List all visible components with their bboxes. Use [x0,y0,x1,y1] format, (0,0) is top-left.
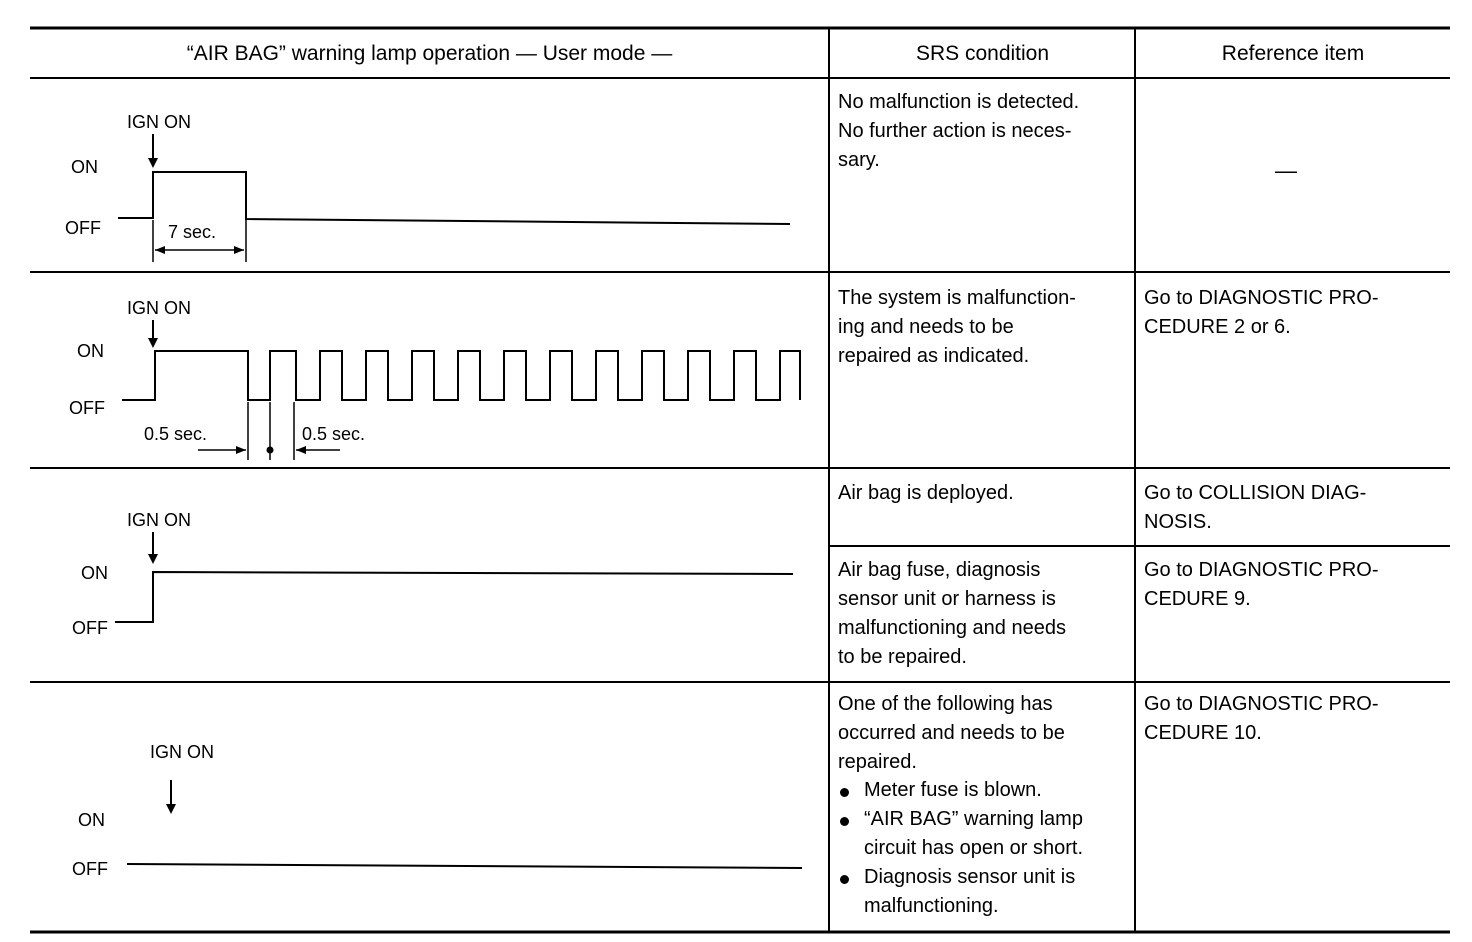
lamp-signal-line [118,172,790,224]
off-label: OFF [72,859,108,879]
arrow-down-icon [148,554,158,564]
ign-on-label: IGN ON [127,298,192,318]
on-duration-label: 0.5 sec. [302,424,366,444]
junction-dot-icon [267,447,274,454]
on-label: ON [71,157,98,177]
ign-on-label: IGN ON [127,112,192,132]
on-label: ON [77,341,104,361]
lamp-signal-line [115,572,793,622]
ign-on-label: IGN ON [150,742,215,762]
reference-row5: Go to DIAGNOSTIC PRO- CEDURE 10. [1144,693,1379,744]
arrow-left-icon [296,446,306,454]
arrow-right-icon [236,446,246,454]
arrow-left-icon [155,246,165,254]
arrow-down-icon [166,804,176,814]
on-label: ON [81,563,108,583]
srs-condition-row2: The system is malfunction- ing and needs to be repaired as indicated. [838,287,1076,367]
bullet-item: “AIR BAG” warning lamp circuit has open or short. [864,808,1083,859]
reference-row3: Go to COLLISION DIAG- NOSIS. [1144,482,1367,533]
waveform-row3 [0,470,829,680]
waveform-row2 [0,274,829,466]
lamp-signal-line [122,351,800,400]
srs-condition-row3: Air bag is deployed. [838,482,1014,504]
bullet-icon [840,788,849,797]
off-duration-label: 0.5 sec. [144,424,208,444]
header-srs-condition: SRS condition [915,42,1050,65]
reference-row1: — [1275,158,1297,183]
header-reference-item: Reference item [1221,42,1365,65]
bullet-item: Meter fuse is blown. [864,779,1042,801]
header-lamp-operation: “AIR BAG” warning lamp operation — User mode — [186,42,673,65]
srs-condition-row5: One of the following has occurred and needs to be repaired. [838,693,1065,773]
arrow-down-icon [148,158,158,168]
arrow-right-icon [234,246,244,254]
arrow-down-icon [148,338,158,348]
off-label: OFF [69,398,105,418]
bullet-item: Diagnosis sensor unit is malfunctioning. [864,866,1076,917]
lamp-signal-line [127,864,802,868]
duration-label: 7 sec. [168,222,217,242]
reference-row4: Go to DIAGNOSTIC PRO- CEDURE 9. [1144,559,1379,610]
bullet-icon [840,875,849,884]
waveform-row5 [0,684,829,930]
off-label: OFF [65,218,101,238]
srs-condition-row4: Air bag fuse, diagnosis sensor unit or harness is malfunctioning and needs to be repaired. [838,559,1066,668]
reference-row2: Go to DIAGNOSTIC PRO- CEDURE 2 or 6. [1144,287,1379,338]
waveform-row1 [0,80,829,270]
bullet-icon [840,817,849,826]
srs-condition-row1: No malfunction is detected. No further action is neces- sary. [838,91,1080,171]
ign-on-label: IGN ON [127,510,192,530]
on-label: ON [78,810,105,830]
off-label: OFF [72,618,108,638]
